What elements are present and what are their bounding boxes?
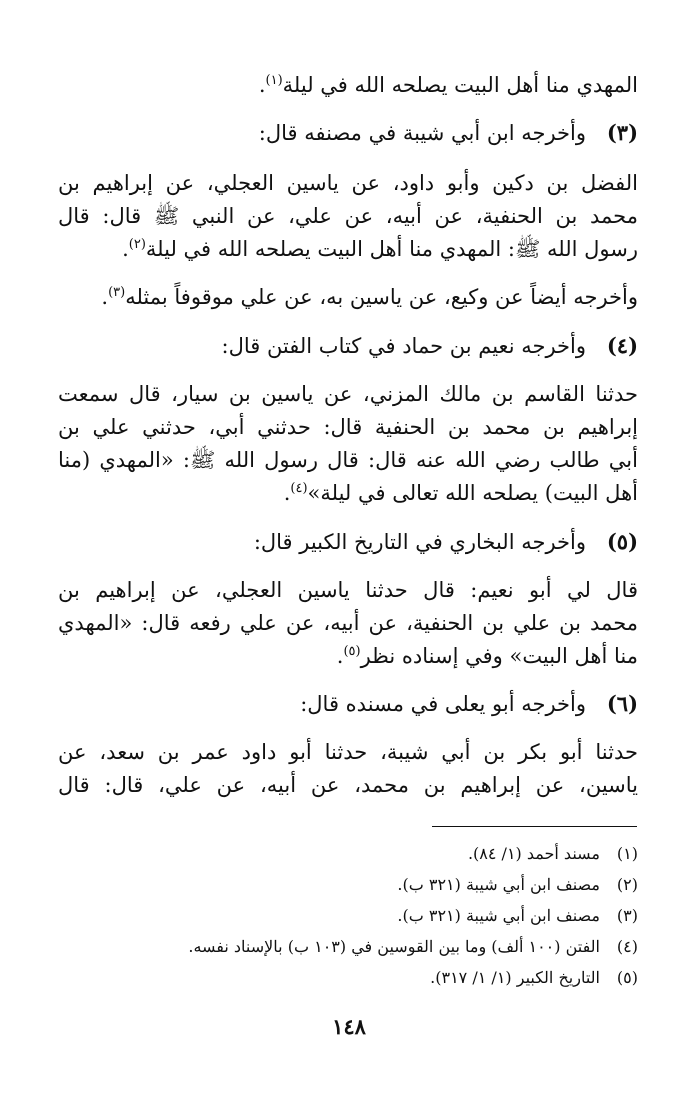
section-heading: وأخرجه ابن أبي شيبة في مصنفه قال: [258,121,586,145]
body-line [58,478,638,512]
body-line: حدثنا أبو بكر بن أبي شيبة، حدثنا أبو داود عمر بن سعد، عن [58,740,638,764]
section-number: (٦) [606,691,638,716]
footnote-text: مسند أحمد (١/ ٨٤). [467,844,600,863]
footnote-text: الفتن (١٠٠ ألف) وما بين القوسين في (١٠٣ ب) بالإسناد نفسه. [188,937,600,956]
body-line [58,282,638,316]
footnote-number: (٥) [616,968,638,987]
page-number: ١٤٨ [332,1014,366,1039]
body-line: أبي طالب رضي الله عنه قال: قال رسول الله ﷺ: «المهدي (منا [58,448,638,472]
body-line [58,641,638,675]
section-number: (٤) [606,333,638,358]
text: . [258,73,266,97]
text: . [283,481,291,505]
text: رسول الله ﷺ: المهدي منا أهل البيت يصلحه الله في ليلة [145,237,638,261]
footnote-separator [432,826,637,827]
text: . [122,237,129,261]
body-line: الفضل بن دكين وأبو داود، عن ياسين العجلي، عن إبراهيم بن [58,171,638,195]
body-line: إبراهيم بن محمد بن الحنفية قال: حدثني أبي، حدثني علي بن [58,415,638,439]
footnote-number: (٤) [616,937,638,956]
footnote-ref[interactable]: (١) [265,73,283,88]
body-line: ياسين، عن إبراهيم بن محمد، عن أبيه، عن علي، قال: قال [58,773,638,797]
footnote-ref[interactable]: (٣) [108,285,126,300]
footnote-ref[interactable]: (٤) [290,481,308,496]
text: . [101,285,109,309]
text: أهل البيت) يصلحه الله تعالى في ليلة» [307,481,638,505]
section-heading: وأخرجه البخاري في التاريخ الكبير قال: [253,530,586,554]
section-heading: وأخرجه أبو يعلى في مسنده قال: [300,692,586,716]
footnote-ref[interactable]: (٢) [128,237,146,252]
footnote-number: (٣) [616,906,638,925]
footnote-text: مصنف ابن أبي شيبة (٣٢١ ب). [397,906,600,925]
text: منا أهل البيت» وفي إسناده نظر [360,644,638,668]
section-heading: وأخرجه نعيم بن حماد في كتاب الفتن قال: [221,334,586,358]
footnote-number: (١) [616,844,638,863]
footnote-number: (٢) [616,875,638,894]
body-line: محمد بن الحنفية، عن أبيه، عن علي، عن النبي ﷺ قال: قال [58,204,638,228]
body-line [58,234,638,268]
section-number: (٣) [606,120,638,145]
text: المهدي منا أهل البيت يصلحه الله في ليلة [282,73,638,97]
footnote-ref[interactable]: (٥) [343,644,361,659]
text: وأخرجه أيضاً عن وكيع، عن ياسين به، عن علي موقوفاً بمثله [125,285,638,309]
body-line: قال لي أبو نعيم: قال حدثنا ياسين العجلي، عن إبراهيم بن [58,578,638,602]
footnote-text: مصنف ابن أبي شيبة (٣٢١ ب). [397,875,600,894]
footnote-text: التاريخ الكبير (١/ ١/ ٣١٧). [430,968,600,987]
section-number: (٥) [606,529,638,554]
body-line: محمد بن علي بن الحنفية، عن أبيه، عن علي رفعه قال: «المهدي [58,611,638,635]
body-line: حدثنا القاسم بن مالك المزني، عن ياسين بن سيار، قال سمعت [58,382,638,406]
text: . [336,644,344,668]
body-line [58,70,638,104]
